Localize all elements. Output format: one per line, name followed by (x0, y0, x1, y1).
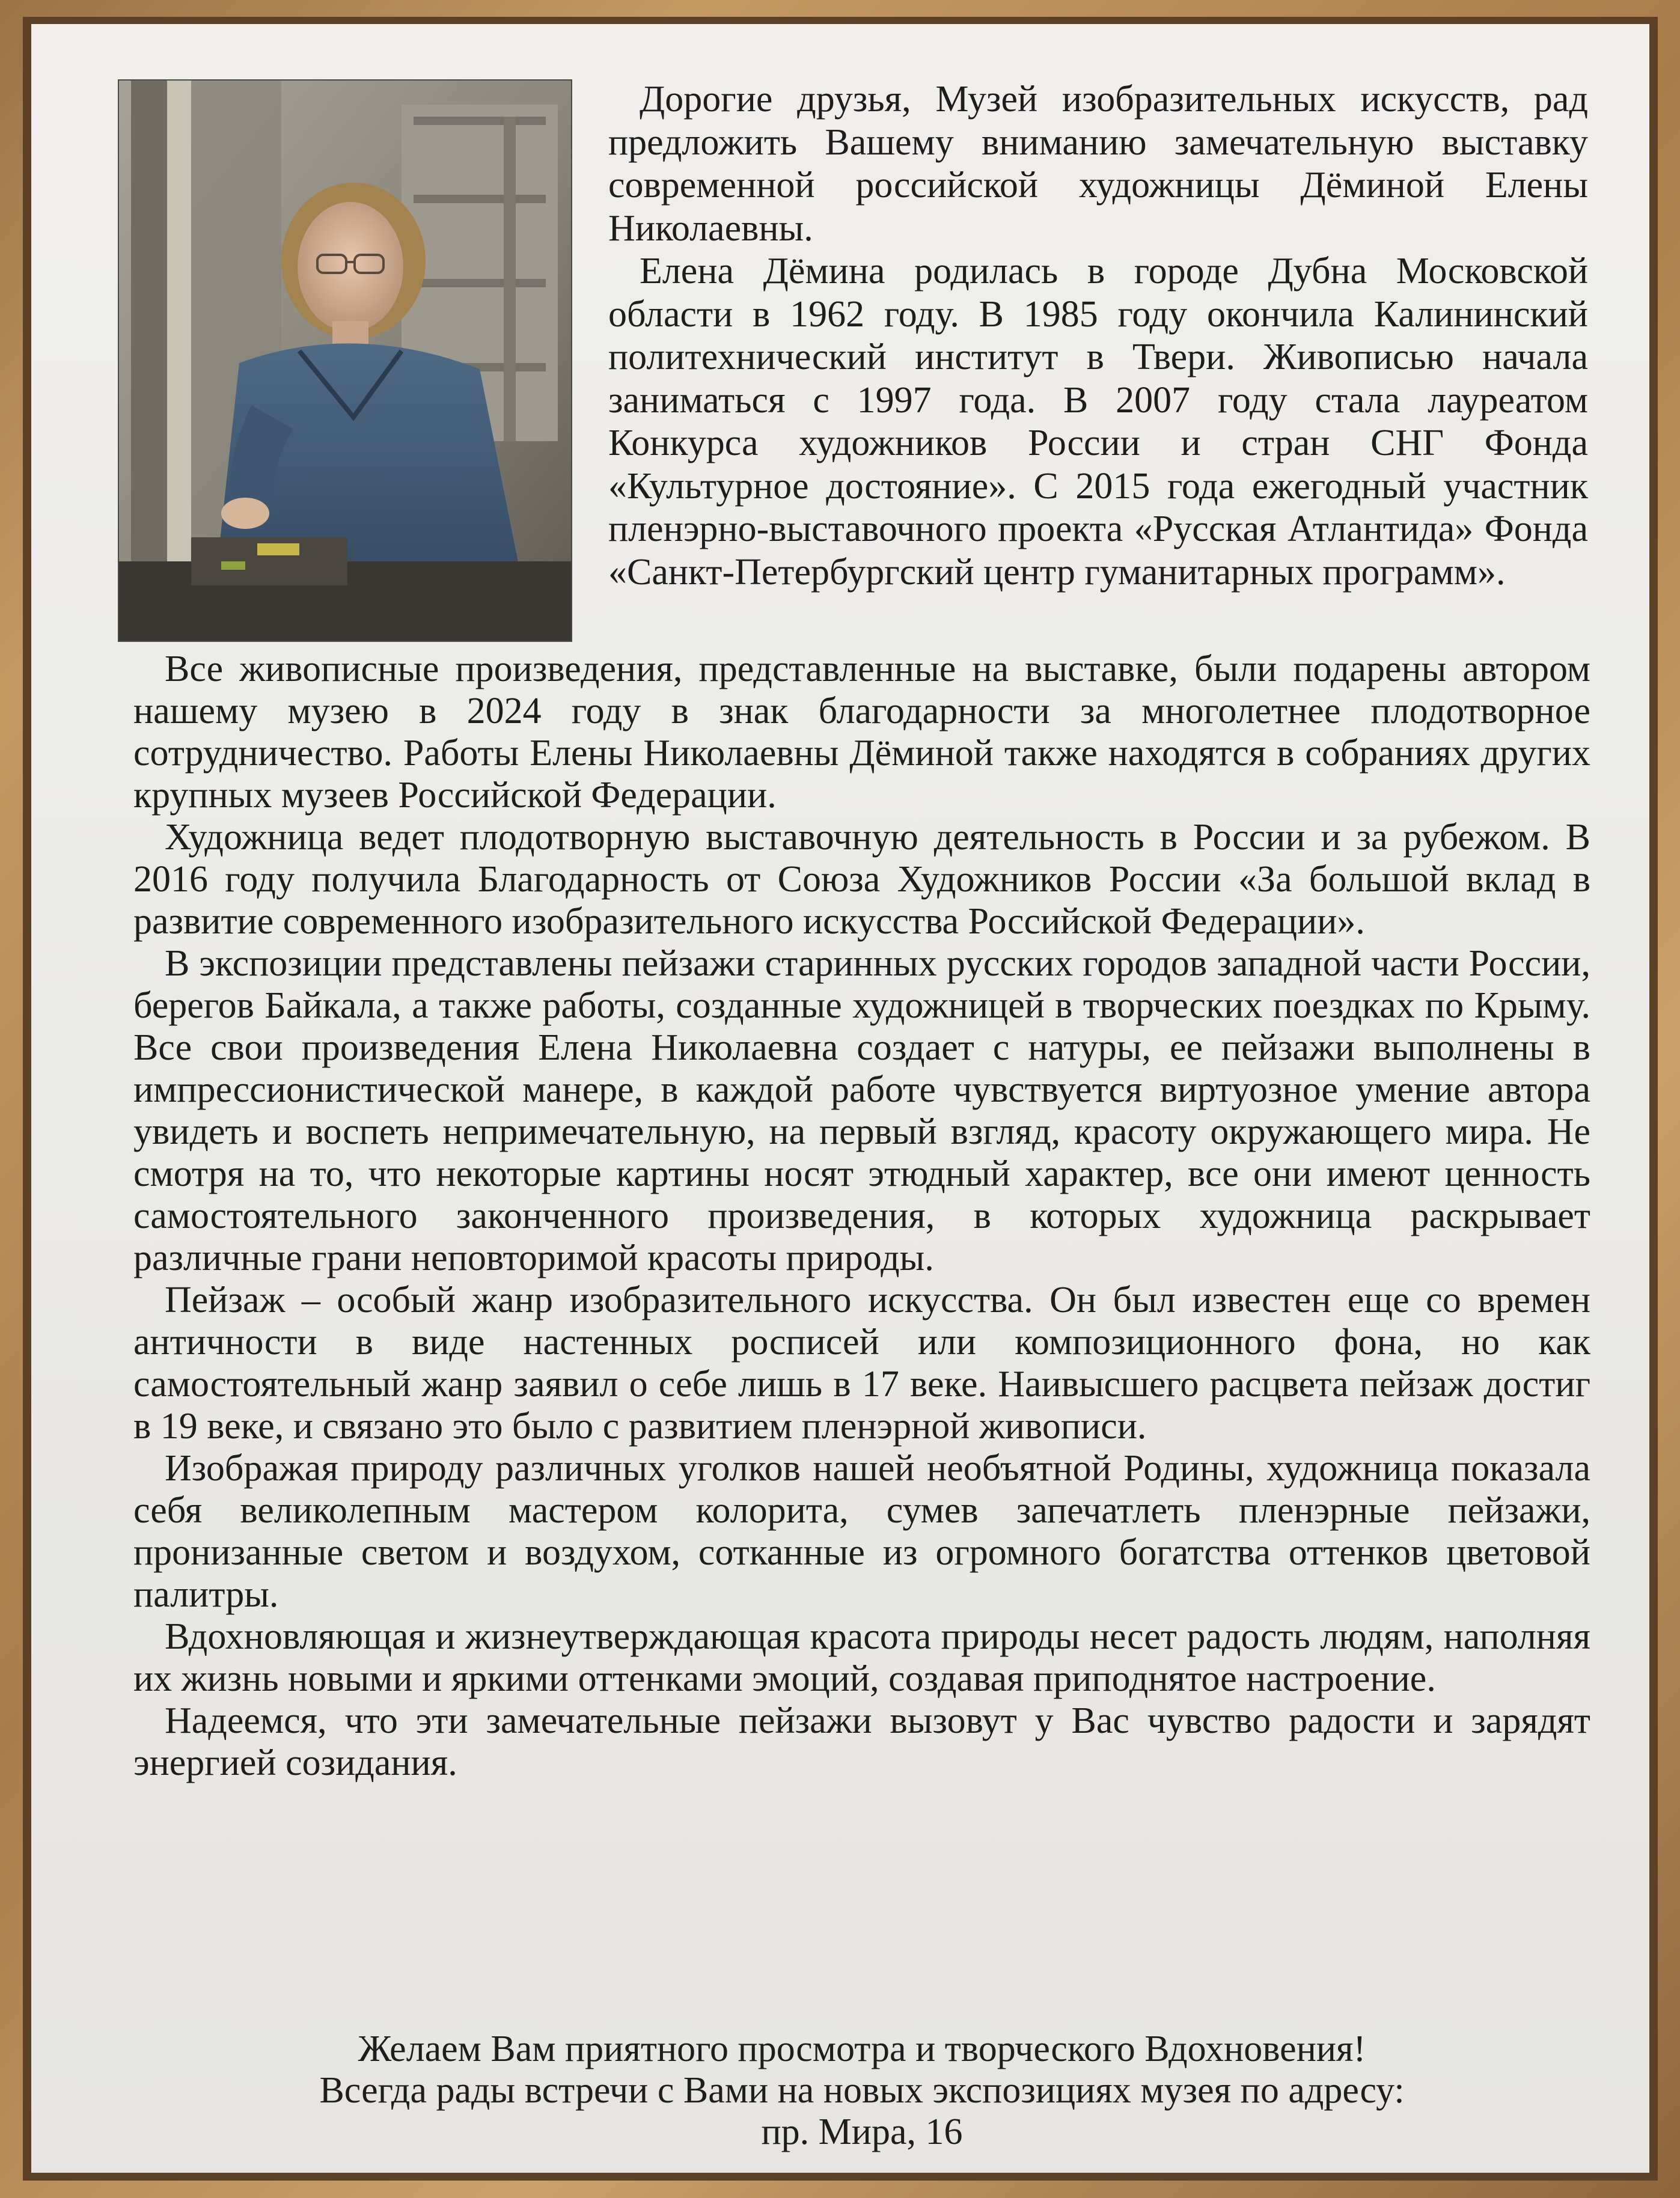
paragraph-donation: Все живописные произведения, представленные на выставке, были подарены автором нашему музею в 2024 году в знак благодарности за многолетнее плодотворное сотрудничество. Работы Елены Николаевны Дёминой также находятся в собраниях других крупных музеев Российской Федерации. (133, 649, 1590, 816)
paragraph-inspiration: Вдохновляющая и жизнеутверждающая красота природы несет радость людям, наполняя их жизнь новыми и яркими оттенками эмоций, создавая приподнятое настроение. (133, 1616, 1590, 1699)
paragraph-hope: Надеемся, что эти замечательные пейзажи вызовут у Вас чувство радости и зарядят энергией созидания. (133, 1700, 1590, 1783)
paragraph-exhibitions: Художница ведет плодотворную выставочную деятельность в России и за рубежом. В 2016 году получила Благодарность от Союза Художников России «За большой вклад в развитие современного изобразительного искусства Российской Федерации». (133, 817, 1590, 942)
paragraph-exposition: В экспозиции представлены пейзажи старинных русских городов западной части России, берегов Байкала, а также работы, созданные художницей в творческих поездках по Крыму. Все свои произведения Елена Николаевна создает с натуры, ее пейзажи выполнены в импрессионистической манере, в каждой работе чувствуется виртуозное умение автора увидеть и воспеть непримечательную, на первый взгляд, красоту окружающего мира. Не смотря на то, что некоторые картины носят этюдный характер, все они имеют ценность самостоятельного законченного произведения, в которых художница раскрывает различные грани неповторимой красоты природы. (133, 943, 1590, 1278)
closing-invitation: Всегда рады встречи с Вами на новых экспозициях музея по адресу: (319, 2070, 1405, 2111)
portrait-illustration (119, 81, 571, 641)
closing-wish: Желаем Вам приятного просмотра и творческого Вдохновения! (358, 2029, 1366, 2069)
paragraph-colorist: Изображая природу различных уголков нашей необъятной Родины, художница показала себя великолепным мастером колорита, сумев запечатлеть пленэрные пейзажи, пронизанные светом и воздухом, сотканные из огромного богатства оттенков цветовой палитры. (133, 1448, 1590, 1615)
paragraph-landscape-genre: Пейзаж – особый жанр изобразительного искусства. Он был известен еще со времен античности в виде настенных росписей или композиционного фона, но как самостоятельный жанр заявил о себе лишь в 17 веке. Наивысшего расцвета пейзаж достиг в 19 веке, и связано это было с развитием пленэрной живописи. (133, 1280, 1590, 1447)
main-text (133, 648, 1590, 1784)
museum-address: пр. Мира, 16 (761, 2111, 963, 2152)
intro-text (608, 78, 1588, 594)
intro-paragraph-greeting: Дорогие друзья, Музей изобразительных искусств, рад предложить Вашему вниманию замечательную выставку современной российской художницы Дёминой Елены Николаевны. (608, 79, 1588, 249)
closing-block (133, 2029, 1590, 2153)
intro-paragraph-biography: Елена Дёмина родилась в городе Дубна Московской области в 1962 году. В 1985 году окончила Калининский политехнический институт в Твери. Живописью начала заниматься с 1997 года. В 2007 году стала лауреатом Конкурса художников России и стран СНГ Фонда «Культурное достояние». С 2015 года ежегодный участник пленэрно-выставочного проекта «Русская Атлантида» Фонда «Санкт-Петербургский центр гуманитарных программ». (608, 251, 1588, 593)
poster-sheet (31, 24, 1649, 2173)
artist-portrait-photo (119, 81, 571, 641)
